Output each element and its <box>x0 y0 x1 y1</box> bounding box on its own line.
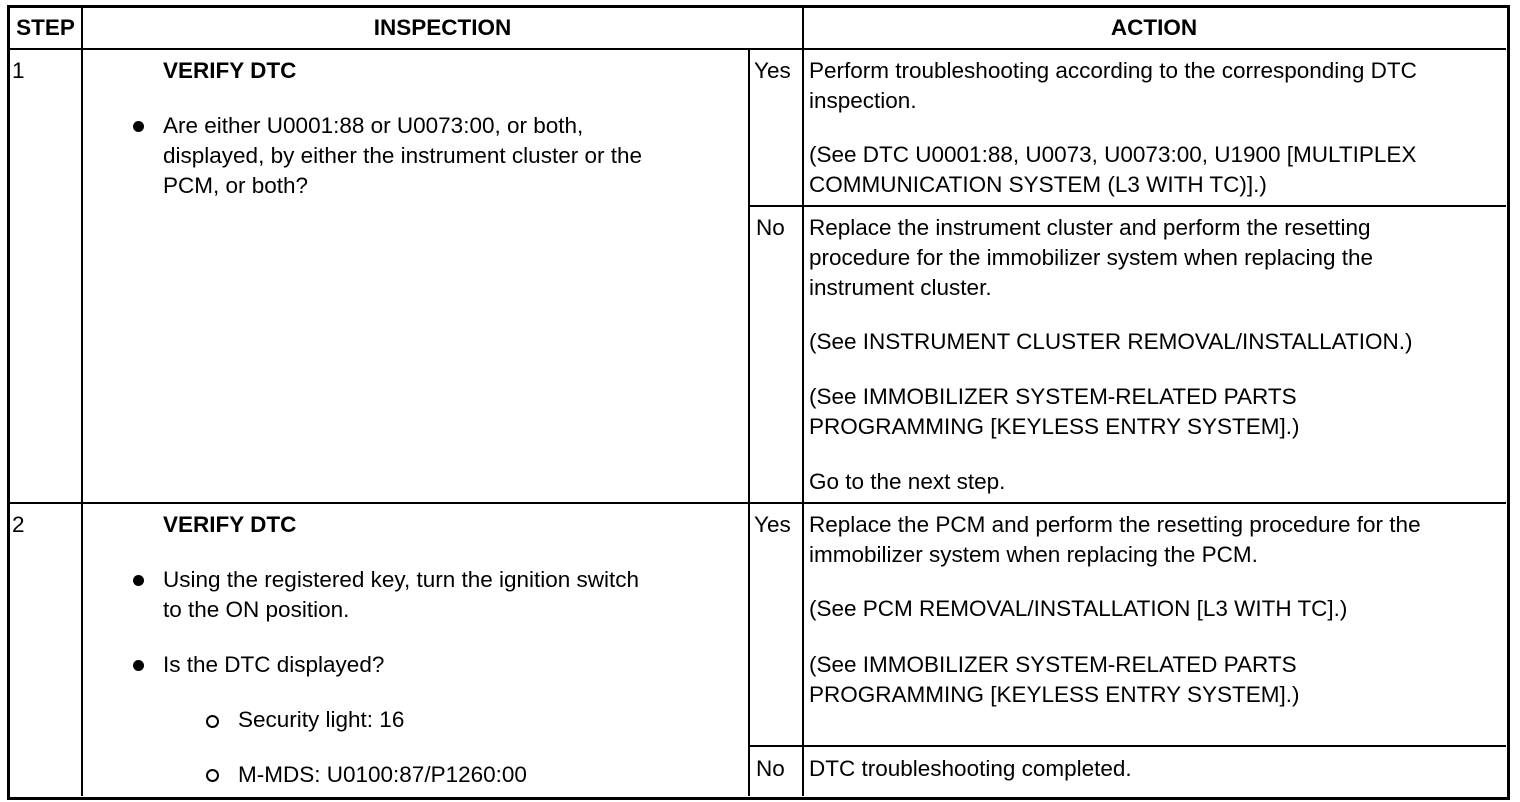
action-line: Replace the PCM and perform the resetting procedure for the <box>809 512 1421 537</box>
bullet-icon <box>133 575 144 586</box>
inspection-bullet-line: to the ON position. <box>163 597 350 622</box>
step-number: 2 <box>12 512 25 537</box>
row-divider <box>8 502 1506 504</box>
action-line: PROGRAMMING [KEYLESS ENTRY SYSTEM].) <box>809 682 1300 707</box>
action-line: procedure for the immobilizer system when replacing the <box>809 245 1374 270</box>
action-divider <box>748 205 1506 207</box>
inspection-bullet-line: Using the registered key, turn the ignition switch <box>163 567 640 592</box>
inspection-title: VERIFY DTC <box>163 512 297 537</box>
header-step: STEP <box>16 15 75 40</box>
column-divider <box>802 8 804 796</box>
result-divider <box>748 49 750 796</box>
result-yes: Yes <box>754 512 791 537</box>
action-line: Perform troubleshooting according to the corresponding DTC <box>809 58 1417 83</box>
inspection-bullet-line: PCM, or both? <box>163 173 309 198</box>
inspection-title: VERIFY DTC <box>163 58 297 83</box>
step-number: 1 <box>12 58 25 83</box>
result-no: No <box>756 756 785 781</box>
action-line: Go to the next step. <box>809 469 1006 494</box>
action-line: (See IMMOBILIZER SYSTEM-RELATED PARTS <box>809 384 1297 409</box>
action-line: inspection. <box>809 88 917 113</box>
action-line: (See PCM REMOVAL/INSTALLATION [L3 WITH TC].) <box>809 596 1348 621</box>
action-line: PROGRAMMING [KEYLESS ENTRY SYSTEM].) <box>809 414 1300 439</box>
action-line: DTC troubleshooting completed. <box>809 756 1132 781</box>
action-divider <box>748 745 1506 747</box>
action-line: Replace the instrument cluster and perform the resetting <box>809 215 1371 240</box>
action-line: instrument cluster. <box>809 275 992 300</box>
bullet-icon <box>133 121 144 132</box>
inspection-bullet-line: displayed, by either the instrument cluster or the <box>163 143 642 168</box>
result-no: No <box>756 215 785 240</box>
inspection-subitem: Security light: 16 <box>238 707 405 732</box>
inspection-bullet-line: Are either U0001:88 or U0073:00, or both, <box>163 113 584 138</box>
header-action: ACTION <box>1110 15 1198 40</box>
bullet-icon <box>133 660 144 671</box>
column-divider <box>81 8 83 796</box>
action-line: (See INSTRUMENT CLUSTER REMOVAL/INSTALLATION.) <box>809 329 1413 354</box>
result-yes: Yes <box>754 58 791 83</box>
sub-bullet-icon <box>206 769 219 782</box>
action-line: (See IMMOBILIZER SYSTEM-RELATED PARTS <box>809 652 1297 677</box>
inspection-subitem: M-MDS: U0100:87/P1260:00 <box>238 762 527 787</box>
header-inspection: INSPECTION <box>373 15 512 40</box>
header-divider <box>8 48 1506 50</box>
sub-bullet-icon <box>206 715 219 728</box>
action-line: (See DTC U0001:88, U0073, U0073:00, U1900 [MULTIPLEX <box>809 142 1417 167</box>
action-line: immobilizer system when replacing the PCM. <box>809 542 1258 567</box>
action-line: COMMUNICATION SYSTEM (L3 WITH TC)].) <box>809 172 1267 197</box>
inspection-bullet-line: Is the DTC displayed? <box>163 652 385 677</box>
